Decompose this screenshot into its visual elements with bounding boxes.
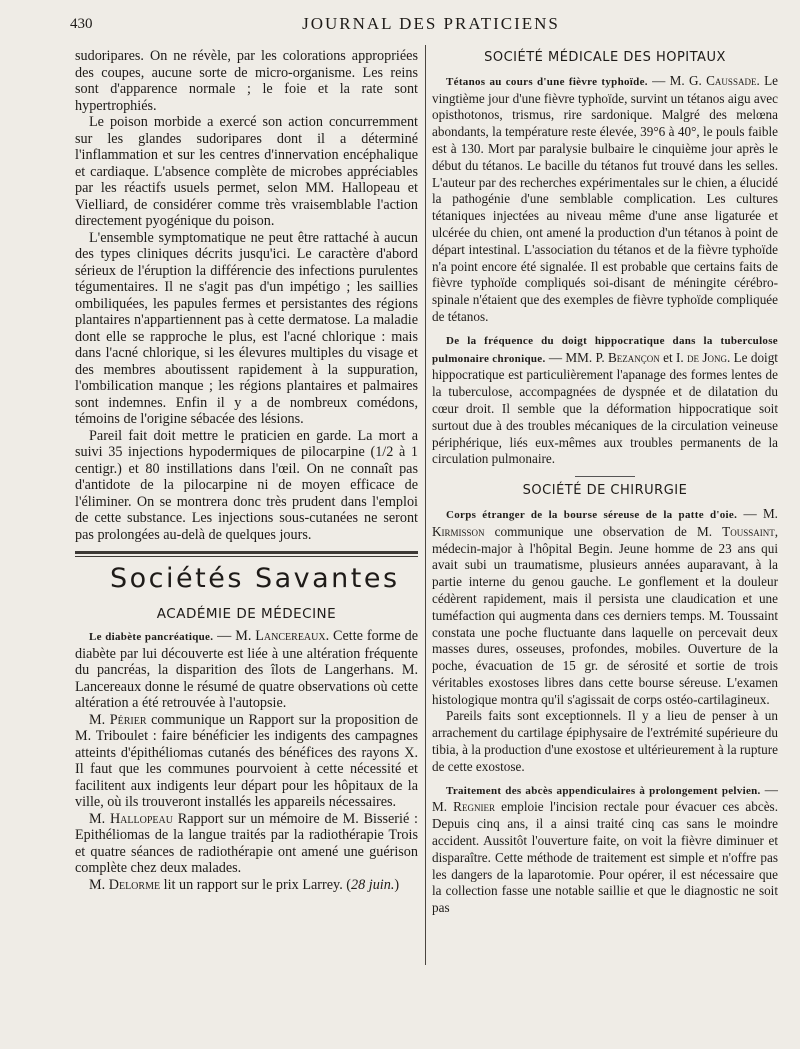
- doigt-lead: De la fréquence du doigt hippocratique dans la tuberculose pulmonaire chronique.: [432, 334, 778, 365]
- perier-text: communique un Rapport sur la proposition de M. Triboulet : faire bénéficier les indigents des campagnes atteints d'épithéliomas cutanés des bénéfices des rayons X. Il faut que les communes pourvoient à cette nécessité et facilitent aux indigents leur départ pour les hôpitaux de la ville, où ils trouveront installés les appareils nécessaires.: [75, 711, 418, 810]
- abces-lead: Traitement des abcès appendiculaires à prolongement pelvien.: [446, 784, 761, 797]
- author-name: Périer: [109, 711, 147, 728]
- prefix: M.: [89, 876, 109, 893]
- paragraph: Pareil fait doit mettre le praticien en garde. La mort a suivi 35 injections hypodermiques de pilocarpine (1/2 à 1 centigr.) et 80 instillations dans l'œil. On ne connaît pas d'antidote de la pilocarpine ni de moyen efficace de l'éliminer. On se montrera donc très prudent dans l'emploi de cette substance. Les injections sous-cutanées ne seront pas prolongées au-delà de quelques jours.: [75, 427, 418, 543]
- corps-text: communique une observation de M.: [484, 523, 723, 539]
- corps-lead: Corps étranger de la bourse séreuse de la patte d'oie.: [446, 508, 738, 521]
- author-name: de Jong: [687, 349, 727, 365]
- author-name: Toussaint: [722, 523, 775, 539]
- pareils-paragraph: Pareils faits sont exceptionnels. Il y a lieu de penser à un arrachement du cartilage épiphysaire de l'extrémité supérieure du tibia, à la production d'une exostose et ultérieurement à la rupture de cette exostose.: [432, 708, 778, 774]
- societes-savantes-title: Sociétés Savantes: [110, 563, 400, 594]
- perier-paragraph: [75, 712, 418, 811]
- dash: — M.: [213, 628, 256, 644]
- author-name: Bezançon: [607, 349, 660, 365]
- close-paren: ): [394, 876, 400, 893]
- running-title: JOURNAL DES PRATICIENS: [302, 14, 560, 33]
- doigt-text: . Le doigt hippocratique est particulièrement l'apanage des formes lentes de la tuberculose, accompagnées de dyspnée et de dilatation du cœur droit. Il semble que la déformation hippocratique soit surtout due à des troubles mécaniques de la circulation veineuse périphérique, liés eux-mêmes aux troubles permanents de la circulation pulmonaire.: [432, 349, 778, 467]
- paragraph: Le poison morbide a exercé son action concurremment sur les glandes sudoripares dont il a déterminé l'inflammation et sur les centres d'innervation encéphalique et cardiaque. L'absence complète de microbes appréciables par les réactifs usuels permet, selon MM. Hallopeau et Vielliard, de considérer comme très vraisemblable l'action directement pyogénique du poison.: [75, 114, 418, 229]
- right-column: [432, 48, 778, 917]
- author-name: Regnier: [453, 799, 495, 815]
- separator-rule: [575, 476, 635, 477]
- corps-text: , médecin-major à l'hôpital Begin. Jeune homme de 23 ans qui avait subi un traumatisme, plusieurs années auparavant, à la partie interne du genou gauche. Le gonflement et la douleur cédèrent rapidement, mais il persista une claudication et une tuméfaction qui augmenta dans ces derniers temps. M. Toussaint constata une poche fluctuante dans laquelle on percevait deux masses dures, osseuses, profondes, mobiles. Ouverture de la poche, évacuation de 15 gr. de sérosité et sortie de trois véritables exostoses libres dans cette bourse séreuse. L'examen histologique montra qu'il s'agissait de corps ostéo-cartilagineux.: [432, 523, 778, 707]
- dash: — M.: [432, 781, 778, 815]
- author-name: Caussade: [706, 72, 757, 88]
- prefix: M.: [89, 711, 110, 728]
- author-name: Kirmisson: [432, 523, 485, 539]
- paragraph: sudoripares. On ne révèle, par les colorations appropriées des coupes, aucune sorte de micro-organisme. Les reins sont d'apparence normale ; le foie et la rate sont hypertrophiés.: [75, 48, 418, 114]
- hallopeau-text: Rapport sur un mémoire de M. Bisserié : Epithéliomas de la langue traités par la radiothérapie Trois et quatre séances de radiothérapie ont amené une guérison complète chez deux malades.: [75, 810, 418, 876]
- tetanos-text: . Le vingtième jour d'une fièvre typhoïde, survint un tétanos aigu avec opisthotonos, trismus, rire sardonique. Malgré des melœna abondants, la température reste élevée, 39°6 à 40°, le pouls faible est à 130. Mort par paralysie bulbaire le cinquième jour après le début du tétanos. Le bacille du tétanos fut trouvé dans les selles. L'auteur par des recherches expérimentales sur le chien, a élucidé la pathogénie d'une semblable complication. Les cultures tétaniques injectées au niveau même d'une anse ligaturée et ulcérée du chien, ont amené la production d'un tétanos à point de départ intestinal. L'association du tétanos et de la fièvre typhoïde n'a point encore été signalée. Il est probable que certains faits de fièvre typhoïde compliqués soi-disant de méningite cérébro-spinale n'étaient que des exemples de fièvre typhoïde compliquée de tétanos.: [432, 72, 778, 324]
- page-number: 430: [70, 16, 93, 32]
- dash: — MM. P.: [545, 349, 608, 365]
- academie-heading: ACADÉMIE DE MÉDECINE: [156, 605, 337, 622]
- left-column: [75, 48, 418, 893]
- hallopeau-paragraph: [75, 811, 418, 877]
- tetanos-paragraph: [432, 73, 778, 326]
- diabete-lead: Le diabète pancréatique.: [89, 631, 214, 643]
- delorme-date: 28 juin.: [351, 876, 395, 893]
- delorme-text: lit un rapport sur le prix Larrey. (: [160, 876, 352, 893]
- doigt-paragraph: [432, 332, 778, 468]
- author-name: Hallopeau: [109, 810, 173, 827]
- paragraph: L'ensemble symptomatique ne peut être rattaché à aucun des types cliniques décrits jusqu'ici. Le caractère d'abord sérieux de l'éruption la différencie des infections purulentes tégumentaires. Il ne s'agit pas d'un impétigo ; les saillies ombiliquées, les papules fermes et persistantes des régions plantaires n'appartiennent pas à cette dermatose. La maladie dont elle se rapproche le plus, est l'acné chlorique : mais dans l'acné chlorique, si les élevures multiples du visage et des membres aboutissent rapidement à la suppuration, l'ombilication manque ; les régions plantaires et palmaires sont indemnes. Enfin il y a de nombreux comédons, témoins de l'origine sébacée des lésions.: [75, 229, 418, 427]
- dash: — M.: [737, 505, 778, 521]
- section-rule: [75, 551, 418, 557]
- abces-text: emploie l'incision rectale pour évacuer ces abcès. Depuis cinq ans, il a ainsi traité cinq cas sans le moindre accident. Aussitôt l'ouverture faite, on voit la fièvre diminuer et disparaître. Cette méthode de traitement est simple et n'offre pas les dangers de la laparotomie. Pour opérer, il est nécessaire que la collection fasse une notable saillie et que le diagnostic ne soit pas: [432, 799, 778, 916]
- conjunction: et I.: [659, 349, 688, 365]
- corps-paragraph: [432, 506, 778, 709]
- prefix: M.: [89, 810, 110, 827]
- tetanos-lead: Tétanos au cours d'une fièvre typhoïde.: [446, 75, 648, 88]
- dash: — M. G.: [647, 72, 707, 88]
- abces-paragraph: [432, 782, 778, 917]
- diabete-paragraph: [75, 628, 418, 712]
- delorme-paragraph: [75, 877, 418, 894]
- chirurgie-heading: SOCIÉTÉ DE CHIRURGIE: [522, 483, 688, 499]
- author-name: Delorme: [108, 876, 161, 893]
- page-header: [70, 8, 792, 38]
- hopitaux-heading: SOCIÉTÉ MÉDICALE DES HOPITAUX: [484, 50, 726, 65]
- author-name: Lancereaux: [255, 628, 326, 644]
- diabete-text: . Cette forme de diabète par lui découverte est liée à une altération fréquente du pancréas, la disparition des îlots de Langerhans. M. Lancereaux donne le résumé de quatre observations où cette altération a été retrouvée à l'autopsie.: [75, 628, 418, 711]
- column-divider: [425, 45, 426, 965]
